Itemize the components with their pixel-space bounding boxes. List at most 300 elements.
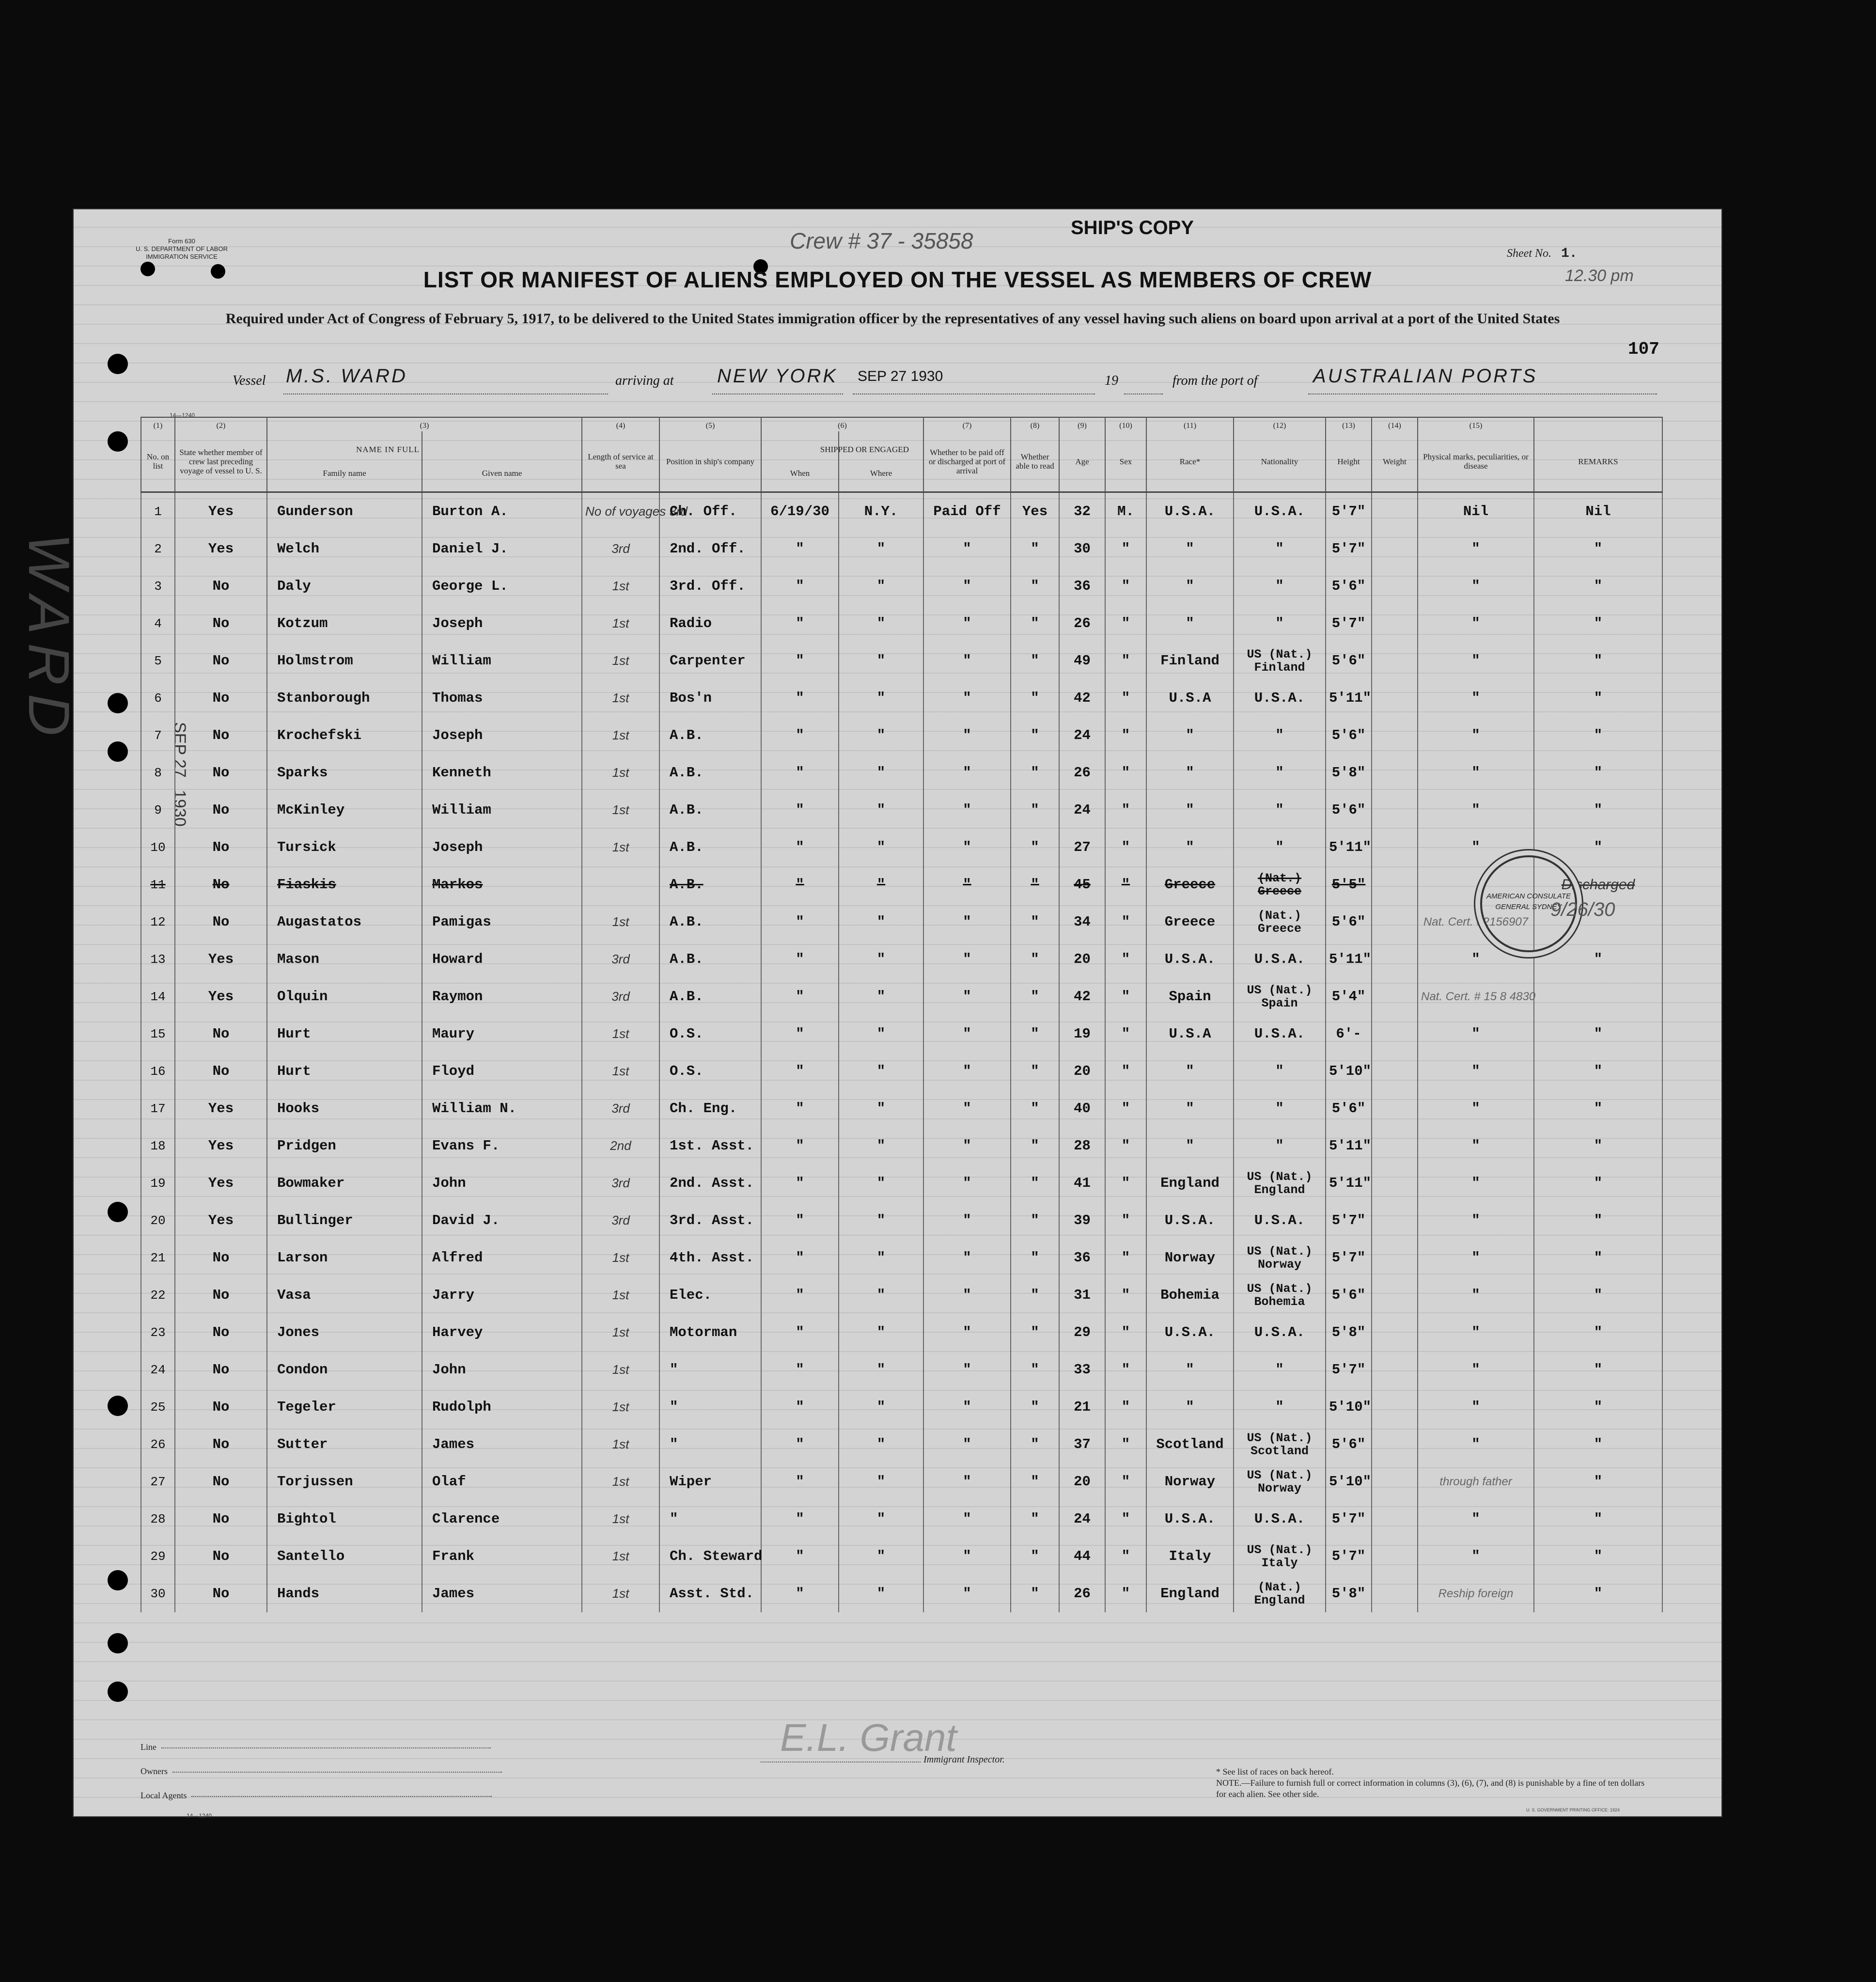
header-height: Height: [1326, 431, 1372, 492]
cell-family-name: Hurt: [267, 1053, 422, 1090]
punch-hole: [108, 693, 128, 713]
cell-paid-off: ": [923, 1239, 1011, 1276]
cell-length-of-service: 1st: [582, 1575, 659, 1612]
cell-nationality: US (Nat.) Spain: [1234, 978, 1326, 1015]
inspector-signature-block: [761, 1716, 1005, 1765]
cell-given-name: Clarence: [422, 1500, 582, 1538]
table-row: [141, 1015, 1662, 1053]
punch-hole: [108, 1396, 128, 1416]
date-stamp: SEP 27 1930: [858, 368, 943, 384]
agents-code: 14—1240: [187, 1812, 212, 1819]
cell-length-of-service: No of voyages 3rd: [582, 492, 659, 531]
cell-number: 20: [141, 1202, 175, 1239]
cell-physical-marks: Nat. Cert. #2156907: [1418, 903, 1534, 941]
header-name-in-full: NAME IN FULL: [356, 445, 420, 454]
cell-shipped-when: 6/19/30: [761, 492, 839, 531]
cell-weight: [1372, 829, 1418, 866]
cell-height: 5'7": [1326, 605, 1372, 642]
header-able-to-read: Whether able to read: [1011, 431, 1059, 492]
cell-height: 5'6": [1326, 1090, 1372, 1127]
cell-family-name: Condon: [267, 1351, 422, 1388]
vessel-name: M.S. WARD: [286, 365, 407, 387]
cell-length-of-service: 1st: [582, 1276, 659, 1314]
cell-family-name: Pridgen: [267, 1127, 422, 1164]
cell-given-name: Kenneth: [422, 754, 582, 791]
cell-shipped-where: ": [839, 903, 923, 941]
cell-number: 29: [141, 1538, 175, 1575]
cell-age: 20: [1059, 1463, 1105, 1500]
cell-shipped-where: ": [839, 978, 923, 1015]
cell-height: 5'8": [1326, 1575, 1372, 1612]
cell-length-of-service: 3rd: [582, 530, 659, 567]
header-paid-off: Whether to be paid off or discharged at port of arrival: [923, 431, 1011, 492]
cell-physical-marks: Reship foreign: [1418, 1575, 1534, 1612]
header-no-on-list: No. on list: [141, 431, 175, 492]
cell-paid-off: ": [923, 941, 1011, 978]
cell-position: A.B.: [659, 791, 761, 829]
cell-family-name: Stanborough: [267, 679, 422, 717]
cell-family-name: Larson: [267, 1239, 422, 1276]
cell-remarks: ": [1534, 1202, 1662, 1239]
from-port: AUSTRALIAN PORTS: [1313, 365, 1538, 387]
cell-number: 14: [141, 978, 175, 1015]
form-number: Form 630: [168, 237, 195, 245]
cell-number: 3: [141, 567, 175, 605]
cell-family-name: Bowmaker: [267, 1164, 422, 1202]
cell-previous-voyage: Yes: [175, 530, 267, 567]
cell-length-of-service: 3rd: [582, 1164, 659, 1202]
cell-shipped-where: ": [839, 754, 923, 791]
cell-given-name: Harvey: [422, 1314, 582, 1351]
cell-weight: [1372, 605, 1418, 642]
cell-nationality: ": [1234, 1388, 1326, 1426]
cell-length-of-service: 1st: [582, 1351, 659, 1388]
cell-length-of-service: 1st: [582, 1500, 659, 1538]
cell-able-to-read: ": [1011, 1426, 1059, 1463]
cell-shipped-where: ": [839, 1575, 923, 1612]
cell-age: 29: [1059, 1314, 1105, 1351]
cell-shipped-when: ": [761, 1239, 839, 1276]
cell-able-to-read: ": [1011, 1053, 1059, 1090]
cell-paid-off: ": [923, 717, 1011, 754]
cell-physical-marks: ": [1418, 717, 1534, 754]
cell-remarks: ": [1534, 679, 1662, 717]
cell-remarks: ": [1534, 1351, 1662, 1388]
header-position: Position in ship's company: [659, 431, 761, 492]
margin-vessel-note: WARD: [16, 533, 81, 745]
arriving-port: NEW YORK: [717, 365, 838, 387]
cell-previous-voyage: No: [175, 1426, 267, 1463]
column-header-row: [141, 431, 1662, 492]
cell-previous-voyage: No: [175, 1388, 267, 1426]
cell-position: A.B.: [659, 754, 761, 791]
cell-paid-off: ": [923, 1538, 1011, 1575]
cell-given-name: David J.: [422, 1202, 582, 1239]
header-race: Race*: [1146, 431, 1234, 492]
cell-number: 22: [141, 1276, 175, 1314]
cell-family-name: Hooks: [267, 1090, 422, 1127]
cell-nationality: (Nat.) Greece: [1234, 866, 1326, 903]
cell-family-name: Holmstrom: [267, 642, 422, 679]
cell-number: 12: [141, 903, 175, 941]
cell-length-of-service: 3rd: [582, 941, 659, 978]
form-identifier: [136, 237, 228, 261]
cell-given-name: James: [422, 1575, 582, 1612]
cell-given-name: John: [422, 1351, 582, 1388]
punch-hole: [108, 354, 128, 374]
cell-height: 5'6": [1326, 791, 1372, 829]
cell-number: 4: [141, 605, 175, 642]
cell-sex: ": [1105, 1239, 1146, 1276]
column-number: (1): [141, 417, 175, 431]
cell-able-to-read: ": [1011, 1276, 1059, 1314]
cell-race: U.S.A.: [1146, 1500, 1234, 1538]
cell-age: 40: [1059, 1090, 1105, 1127]
cell-weight: [1372, 1015, 1418, 1053]
cell-able-to-read: ": [1011, 941, 1059, 978]
cell-race: U.S.A.: [1146, 492, 1234, 531]
punch-hole: [108, 1202, 128, 1222]
table-row: [141, 1164, 1662, 1202]
table-row: [141, 1127, 1662, 1164]
cell-paid-off: ": [923, 1015, 1011, 1053]
cell-weight: [1372, 530, 1418, 567]
cell-weight: [1372, 1388, 1418, 1426]
cell-position: A.B.: [659, 866, 761, 903]
column-number: (13): [1326, 417, 1372, 431]
cell-length-of-service: 1st: [582, 642, 659, 679]
cell-sex: ": [1105, 1575, 1146, 1612]
cell-given-name: George L.: [422, 567, 582, 605]
cell-physical-marks: ": [1418, 1202, 1534, 1239]
cell-physical-marks: ": [1418, 679, 1534, 717]
cell-able-to-read: ": [1011, 679, 1059, 717]
cell-shipped-where: ": [839, 679, 923, 717]
column-number: (7): [923, 417, 1011, 431]
cell-race: U.S.A.: [1146, 941, 1234, 978]
cell-previous-voyage: No: [175, 903, 267, 941]
cell-physical-marks: ": [1418, 1426, 1534, 1463]
cell-family-name: Torjussen: [267, 1463, 422, 1500]
cell-given-name: Alfred: [422, 1239, 582, 1276]
punch-hole: [108, 1570, 128, 1590]
cell-number: 8: [141, 754, 175, 791]
cell-nationality: ": [1234, 605, 1326, 642]
cell-able-to-read: ": [1011, 1500, 1059, 1538]
underline: [1124, 393, 1163, 394]
cell-previous-voyage: No: [175, 1314, 267, 1351]
cell-height: 5'6": [1326, 567, 1372, 605]
table-row: [141, 1500, 1662, 1538]
cell-physical-marks: ": [1418, 1090, 1534, 1127]
cell-given-name: William N.: [422, 1090, 582, 1127]
cell-number: 18: [141, 1127, 175, 1164]
cell-race: Norway: [1146, 1463, 1234, 1500]
cell-remarks: ": [1534, 1239, 1662, 1276]
cell-physical-marks: ": [1418, 1314, 1534, 1351]
cell-shipped-when: ": [761, 605, 839, 642]
cell-family-name: McKinley: [267, 791, 422, 829]
cell-able-to-read: ": [1011, 754, 1059, 791]
discharged-date: 9/26/30: [1550, 899, 1615, 920]
cell-nationality: US (Nat.) Norway: [1234, 1239, 1326, 1276]
cell-family-name: Santello: [267, 1538, 422, 1575]
column-number: (3): [267, 417, 582, 431]
cell-paid-off: ": [923, 1202, 1011, 1239]
cell-length-of-service: 1st: [582, 829, 659, 866]
table-row: [141, 791, 1662, 829]
cell-length-of-service: 1st: [582, 1463, 659, 1500]
cell-number: 7: [141, 717, 175, 754]
cell-position: ": [659, 1500, 761, 1538]
cell-height: 5'6": [1326, 903, 1372, 941]
table-row: [141, 1538, 1662, 1575]
cell-number: 15: [141, 1015, 175, 1053]
cell-physical-marks: ": [1418, 1388, 1534, 1426]
cell-family-name: Sparks: [267, 754, 422, 791]
cell-previous-voyage: Yes: [175, 492, 267, 531]
cell-nationality: U.S.A.: [1234, 941, 1326, 978]
cell-length-of-service: 1st: [582, 791, 659, 829]
cell-number: 16: [141, 1053, 175, 1090]
cell-length-of-service: 1st: [582, 1388, 659, 1426]
cell-given-name: Evans F.: [422, 1127, 582, 1164]
table-row: [141, 1575, 1662, 1612]
cell-sex: ": [1105, 791, 1146, 829]
cell-shipped-where: ": [839, 941, 923, 978]
cell-shipped-where: ": [839, 1164, 923, 1202]
cell-length-of-service: 3rd: [582, 978, 659, 1015]
cell-remarks: ": [1534, 1314, 1662, 1351]
cell-position: O.S.: [659, 1015, 761, 1053]
cell-family-name: Tegeler: [267, 1388, 422, 1426]
cell-able-to-read: ": [1011, 717, 1059, 754]
cell-able-to-read: ": [1011, 642, 1059, 679]
cell-sex: ": [1105, 903, 1146, 941]
cell-age: 31: [1059, 1276, 1105, 1314]
cell-age: 33: [1059, 1351, 1105, 1388]
line-field: Line: [141, 1735, 502, 1759]
cell-position: 3rd. Asst.: [659, 1202, 761, 1239]
cell-paid-off: Paid Off: [923, 492, 1011, 531]
cell-previous-voyage: Yes: [175, 941, 267, 978]
cell-family-name: Olquin: [267, 978, 422, 1015]
cell-position: 1st. Asst.: [659, 1127, 761, 1164]
cell-given-name: Frank: [422, 1538, 582, 1575]
cell-sex: ": [1105, 1314, 1146, 1351]
cell-height: 5'7": [1326, 530, 1372, 567]
cell-family-name: Fiaskis: [267, 866, 422, 903]
cell-nationality: U.S.A.: [1234, 1015, 1326, 1053]
cell-family-name: Welch: [267, 530, 422, 567]
cell-shipped-when: ": [761, 754, 839, 791]
cell-sex: ": [1105, 567, 1146, 605]
header-family-name: [267, 431, 422, 492]
cell-physical-marks: ": [1418, 1053, 1534, 1090]
cell-sex: ": [1105, 1276, 1146, 1314]
cell-able-to-read: ": [1011, 1538, 1059, 1575]
cell-age: 36: [1059, 567, 1105, 605]
table-row: [141, 717, 1662, 754]
manifest-sheet: [16, 208, 1722, 1819]
cell-position: 4th. Asst.: [659, 1239, 761, 1276]
cell-shipped-where: ": [839, 605, 923, 642]
margin-year-stamp: 1930: [171, 790, 189, 827]
cell-number: 10: [141, 829, 175, 866]
cell-height: 5'7": [1326, 492, 1372, 531]
cell-paid-off: ": [923, 903, 1011, 941]
cell-nationality: ": [1234, 1053, 1326, 1090]
cell-physical-marks: ": [1418, 642, 1534, 679]
cell-shipped-where: ": [839, 1388, 923, 1426]
cell-given-name: Olaf: [422, 1463, 582, 1500]
document-subtitle: Required under Act of Congress of February 5, 1917, to be delivered to the United States immigration officer by the representatives of any vessel having such aliens on board upon arrival at a port of the United States: [225, 311, 1560, 327]
table-row: [141, 642, 1662, 679]
header-age: Age: [1059, 431, 1105, 492]
cell-paid-off: ": [923, 1164, 1011, 1202]
cell-shipped-where: ": [839, 717, 923, 754]
cell-shipped-when: ": [761, 978, 839, 1015]
cell-shipped-when: ": [761, 1388, 839, 1426]
cell-race: ": [1146, 1388, 1234, 1426]
margin-date-stamp: SEP 27: [171, 722, 189, 778]
cell-nationality: ": [1234, 567, 1326, 605]
cell-race: ": [1146, 1127, 1234, 1164]
cell-able-to-read: ": [1011, 1388, 1059, 1426]
cell-position: Asst. Std.: [659, 1575, 761, 1612]
cell-sex: ": [1105, 1090, 1146, 1127]
cell-nationality: US (Nat.) Norway: [1234, 1463, 1326, 1500]
cell-weight: [1372, 866, 1418, 903]
cell-sex: ": [1105, 978, 1146, 1015]
underline: [853, 393, 1095, 394]
column-number: [1534, 417, 1662, 431]
cell-remarks: Discharged: [1534, 866, 1662, 903]
cell-shipped-where: ": [839, 1127, 923, 1164]
cell-previous-voyage: No: [175, 605, 267, 642]
cell-previous-voyage: No: [175, 1239, 267, 1276]
cell-position: Ch. Off.: [659, 492, 761, 531]
cell-nationality: ": [1234, 829, 1326, 866]
cell-remarks: ": [1534, 941, 1662, 978]
cell-nationality: US (Nat.) Scotland: [1234, 1426, 1326, 1463]
cell-remarks: ": [1534, 530, 1662, 567]
underline: [712, 393, 843, 394]
cell-age: 39: [1059, 1202, 1105, 1239]
cell-family-name: Hands: [267, 1575, 422, 1612]
cell-shipped-where: ": [839, 642, 923, 679]
cell-physical-marks: ": [1418, 1500, 1534, 1538]
cell-age: 34: [1059, 903, 1105, 941]
cell-previous-voyage: No: [175, 717, 267, 754]
local-agents-field: Local Agents: [141, 1783, 502, 1808]
cell-physical-marks: ": [1418, 1015, 1534, 1053]
cell-position: A.B.: [659, 903, 761, 941]
punch-hole: [108, 1633, 128, 1653]
cell-weight: [1372, 679, 1418, 717]
cell-physical-marks: ": [1418, 754, 1534, 791]
cell-remarks: ": [1534, 1426, 1662, 1463]
cell-age: 49: [1059, 642, 1105, 679]
cell-race: Italy: [1146, 1538, 1234, 1575]
cell-shipped-where: ": [839, 1276, 923, 1314]
cell-weight: [1372, 1500, 1418, 1538]
cell-height: 5'11": [1326, 829, 1372, 866]
cell-family-name: Bullinger: [267, 1202, 422, 1239]
cell-family-name: Jones: [267, 1314, 422, 1351]
cell-remarks: ": [1534, 791, 1662, 829]
cell-position: Ch. Steward: [659, 1538, 761, 1575]
cell-given-name: James: [422, 1426, 582, 1463]
cell-shipped-when: ": [761, 1314, 839, 1351]
cell-race: Greece: [1146, 866, 1234, 903]
cell-number: 9: [141, 791, 175, 829]
cell-weight: [1372, 1538, 1418, 1575]
cell-race: Spain: [1146, 978, 1234, 1015]
cell-height: 5'4": [1326, 978, 1372, 1015]
cell-position: Carpenter: [659, 642, 761, 679]
cell-remarks: [1534, 978, 1662, 1015]
cell-remarks: ": [1534, 1538, 1662, 1575]
cell-shipped-where: ": [839, 791, 923, 829]
crew-manifest-table: [141, 417, 1663, 1612]
cell-previous-voyage: No: [175, 567, 267, 605]
cell-previous-voyage: No: [175, 1053, 267, 1090]
cell-race: ": [1146, 791, 1234, 829]
cell-nationality: ": [1234, 717, 1326, 754]
cell-family-name: Daly: [267, 567, 422, 605]
cell-race: U.S.A.: [1146, 1202, 1234, 1239]
cell-age: 24: [1059, 717, 1105, 754]
where-label: Where: [870, 469, 892, 478]
cell-number: 30: [141, 1575, 175, 1612]
cell-sex: M.: [1105, 492, 1146, 531]
cell-physical-marks: Nat. Cert. # 15 8 4830: [1418, 978, 1534, 1015]
cell-shipped-when: ": [761, 1500, 839, 1538]
cell-weight: [1372, 492, 1418, 531]
cell-shipped-where: ": [839, 530, 923, 567]
arriving-label: arriving at: [615, 373, 674, 388]
underline: [1308, 393, 1657, 394]
cell-race: England: [1146, 1164, 1234, 1202]
cell-able-to-read: ": [1011, 829, 1059, 866]
cell-paid-off: ": [923, 754, 1011, 791]
cell-position: A.B.: [659, 829, 761, 866]
cell-nationality: ": [1234, 1127, 1326, 1164]
cell-able-to-read: ": [1011, 903, 1059, 941]
cell-sex: ": [1105, 679, 1146, 717]
cell-family-name: Hurt: [267, 1015, 422, 1053]
cell-race: ": [1146, 1053, 1234, 1090]
cell-shipped-when: ": [761, 1127, 839, 1164]
cell-age: 19: [1059, 1015, 1105, 1053]
cell-able-to-read: ": [1011, 1463, 1059, 1500]
consulate-seal: AMERICAN CONSULATE GENERAL SYDNEY: [1480, 855, 1577, 952]
cell-given-name: William: [422, 791, 582, 829]
cell-height: 5'7": [1326, 1538, 1372, 1575]
cell-shipped-when: ": [761, 1538, 839, 1575]
cell-paid-off: ": [923, 1351, 1011, 1388]
cell-sex: ": [1105, 1426, 1146, 1463]
cell-shipped-when: ": [761, 642, 839, 679]
cell-position: Elec.: [659, 1276, 761, 1314]
service-label: IMMIGRATION SERVICE: [146, 253, 218, 260]
cell-position: A.B.: [659, 717, 761, 754]
cell-nationality: U.S.A.: [1234, 492, 1326, 531]
cell-remarks: ": [1534, 1164, 1662, 1202]
cell-length-of-service: 1st: [582, 605, 659, 642]
column-number: (9): [1059, 417, 1105, 431]
